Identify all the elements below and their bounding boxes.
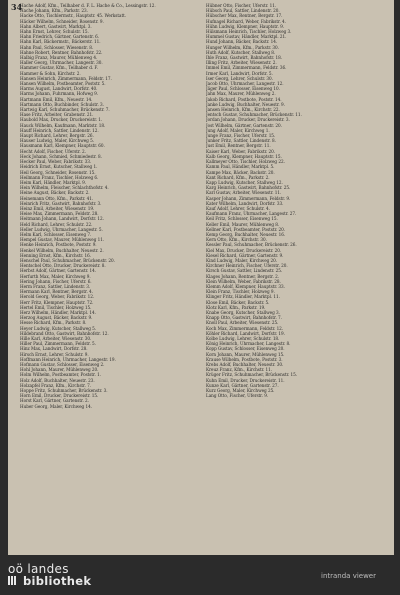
right-column [206, 3, 382, 398]
directory-entry: Klemm Adolf, Klempner, Hauptstr. 33. [206, 283, 285, 289]
directory-entry: Hahn Ernst, Lehrer, Schulstr. 15. [20, 29, 89, 35]
directory-entry: Korn Johann, Maurer, Mühlenweg 15. [206, 351, 285, 357]
directory-entry: Hammer Gustav, Kfm., Teilhaber d. F. [20, 65, 98, 71]
directory-entry: Keil Fritz, Schlosser, Eisenweg 15. [206, 216, 278, 222]
directory-entry: Janke Ludwig, Buchhalter, Neuestr. 9. [206, 101, 285, 107]
directory-entry: Kaufmann Franz, Uhrmacher, Langestr. 27. [206, 211, 297, 217]
directory-entry: Heim Karl, Händler, Marktpl. 9. [20, 179, 87, 185]
directory-entry: Klein Franz, Tischler, Holzweg 9. [206, 289, 275, 295]
directory-entry: König Heinrich, Uhrmacher, Langestr. 8. [206, 341, 291, 347]
logo-line-2 [8, 575, 91, 587]
directory-entry: Jost Wilhelm, Gärtner, Gartenstr. 20. [206, 122, 282, 128]
directory-entry: Hahne Robert, Rentner, Bahnhofstr. 22. [20, 49, 103, 55]
directory-entry: Hentschel Otto, Drucker, Druckereistr. 8. [20, 263, 106, 269]
directory-entry: Krebs Adolf, Buchhalter, Neuestr. 30. [206, 362, 284, 368]
directory-entry: Kant Richard, Kfm., Parkstr. 2. [206, 174, 270, 180]
directory-entry: Hermann Karl, Rentner, Bergstr. 4. [20, 289, 93, 295]
directory-entry: Huth Adolf, Kutscher, Stallweg 8. [206, 49, 276, 55]
directory-entry: Hertel Emil, Tischler, Holzweg 15. [20, 304, 92, 310]
directory-entry: Kirsch Gustav, Sattler, Lindenstr. 25. [206, 268, 283, 274]
directory-entry: Koch Max, Zimmermann, Feldstr. 12. [206, 325, 284, 331]
viewer-label: intranda viewer [321, 572, 376, 580]
directory-entry: Haubold Max, Drucker, Druckereistr. 1. [20, 117, 103, 123]
directory-entry: Harms August, Landwirt, Dorfstr. 40. [20, 86, 98, 92]
directory-entry: Heller Ludwig, Uhrmacher, Langestr. 5. [20, 226, 103, 232]
directory-entry: Kauf Adolf, Lehrer, Schulstr. 4. [206, 205, 270, 211]
directory-entry: Kiesel Richard, Gärtner, Gartenstr. 9. [206, 252, 284, 258]
directory-entry: Kapp Ludwig, Kutscher, Stallweg 12. [206, 179, 283, 185]
directory-entry: Hinz Max, Landwirt, Dorfstr. 28. [20, 346, 88, 352]
directory-entry: Jäger Paul, Schlosser, Eisenweg 10. [206, 86, 280, 92]
directory-entry: Hansen Wilhelm, Postbeamter, Poststr. 5. [20, 81, 106, 87]
directory-entry: Hartwig Karl, Schuhmacher, Brückenstr. 7. [20, 107, 110, 113]
directory-entry: Klinger Fritz, Händler, Marktpl. 11. [206, 294, 280, 300]
directory-entry: Hahn Paul, Schlosser, Wiesenstr. 8. [20, 44, 94, 50]
directory-entry: Kolbe Ludwig, Lehrer, Schulstr. 18. [206, 336, 280, 341]
directory-entry: Jentsch Gustav, Schuhmacher, Brückenstr. 11. [206, 112, 302, 118]
directory-entry: Kunze Karl, Gärtner, Gartenstr. 27. [206, 382, 279, 388]
library-logo[interactable] [8, 563, 91, 587]
directory-entry: Huber Georg, Maler, Kirchweg 14. [20, 403, 92, 409]
directory-entry: Junker Fritz, Sattler, Lindenstr. 8. [206, 138, 276, 144]
directory-entry: Knoll Paul, Arbeiter, Wiesenstr. 25. [206, 320, 279, 326]
directory-entry: Irmer Karl, Landwirt, Dorfstr. 5. [206, 70, 273, 76]
directory-entry: Hildebrand Otto, Gastwirt, Bahnhofstr. 12. [20, 330, 109, 336]
directory-entry: Henke Heinrich, Postbote, Poststr. 9. [20, 242, 97, 248]
directory-entry: Jansen Heinrich, Kfm., Kirchstr. 22. [206, 107, 280, 113]
directory-entry: Haupt Richard, Lehrer, Bergstr. 26. [20, 133, 94, 139]
directory-entry: Hache Adolf, Kfm., Teilhaber d. F. L. Hache & Co., Lessingstr. 12. [20, 3, 156, 8]
directory-entry: Keller Emil, Maurer, Mühlenweg 8. [206, 221, 280, 227]
bars-icon [8, 575, 20, 584]
directory-entry: Jacob Otto, Uhrmacher, Langestr. 12. [206, 81, 284, 87]
directory-entry: Hühn Ludwig, Klempner, Hauptstr. 9. [206, 23, 284, 29]
directory-entry: Krüger Fritz, Schuhmacher, Brückenstr. 15. [206, 372, 298, 378]
directory-entry: Halbig Franz, Maurer, Mühlenweg 4. [20, 55, 98, 61]
directory-entry: Köhler Richard, Landwirt, Dorfstr. 19. [206, 330, 285, 336]
directory-entry: Herfurth Max, Maler, Kirchweg 9. [20, 273, 91, 279]
directory-entry: Hiller Paul, Zimmermann, Feldstr. 5. [20, 341, 96, 347]
directory-entry: Hammer & Sohn, Kirchstr. 2. [20, 70, 81, 76]
directory-entry: Jung Adolf, Maler, Kirchweg 1. [206, 127, 270, 133]
directory-entry: Hübsch Paul, Sattler, Lindenstr. 20. [206, 8, 280, 14]
directory-entry: Held Richard, Lehrer, Schulstr. 22. [20, 221, 93, 227]
directory-entry: Herold Georg, Weber, Fabrikstr. 12. [20, 294, 95, 300]
directory-entry: Hartmann Emil, Kfm., Neuestr. 14. [20, 96, 93, 102]
directory-entry: Hofmann Gustav, Schlosser, Eisenweg 2. [20, 362, 105, 368]
directory-entry: Hacke Otto, Tischlermstr., Hauptstr. 45. Werkstatt. [20, 13, 126, 19]
directory-entry: Haller Georg, Uhrmacher, Langestr. 30. [20, 60, 103, 66]
page-number: 34 [11, 2, 23, 12]
directory-entry: Hauser Ludwig, Maler, Kirchweg 5. [20, 138, 94, 144]
directory-entry: Helm Karl, Schlosser, Eisenweg 7. [20, 231, 92, 237]
directory-entry: Kurz Georg, Maler, Kirchweg 25. [206, 388, 275, 394]
logo-line-1: oö landes [8, 562, 69, 576]
directory-entry: Hohl Johann, Maurer, Mühlenweg 20. [20, 367, 99, 373]
directory-entry: Kessler Paul, Schuhmacher, Brückenstr. 26. [206, 242, 297, 248]
directory-entry: Horst Karl, Gärtner, Gartenstr. 2. [20, 398, 89, 404]
directory-entry: Harms Johann, Fuhrmann, Hofweg 9. [20, 91, 99, 97]
directory-entry: Hempel Gustav, Maurer, Mühlenweg 11. [20, 237, 105, 243]
directory-entry: Immel Emil, Zimmermann, Feldstr. 36. [206, 65, 287, 71]
directory-entry: Iser Georg, Lehrer, Schulstr. 30. [206, 75, 273, 81]
directory-entry: Klages Johann, Rentner, Bergstr. 2. [206, 273, 279, 279]
logo-line-2-text: bibliothek [23, 574, 92, 588]
directory-entry: Kater Wilhelm, Landwirt, Dorfstr. 33. [206, 200, 284, 206]
directory-entry: Karg Heinrich, Gastwirt, Bahnhofstr. 25. [206, 185, 291, 191]
directory-entry: Kallmeyer Otto, Tischler, Holzweg 22. [206, 159, 285, 165]
directory-entry: Hauff Heinrich, Sattler, Lindenstr. 12. [20, 127, 99, 133]
directory-entry: Kemp Georg, Buchhalter, Neuestr. 16. [206, 231, 286, 237]
directory-entry: Heise Max, Zimmermann, Feldstr. 28. [20, 211, 99, 217]
directory-entry: Hummel Gustav, Händler, Marktpl. 21. [206, 34, 287, 40]
directory-entry: Heck Johann, Schmied, Schmiedestr. 8. [20, 153, 102, 159]
directory-entry: Hirsch Ernst, Lehrer, Schulstr. 9. [20, 351, 89, 357]
directory-entry: Junge Franz, Fischer, Uferstr. 15. [206, 133, 276, 139]
directory-entry: Holm Wilhelm, Postbeamter, Poststr. 1. [20, 372, 101, 378]
directory-entry: Herr Fritz, Klempner, Hauptstr. 72. [20, 299, 94, 305]
directory-entry: Hein Wilhelm, Fleischer, Schlachthofstr. 4. [20, 185, 109, 191]
directory-entry: Kasper Johann, Zimmermann, Feldstr. 9. [206, 195, 291, 201]
directory-entry: Horn Emil, Drucker, Druckereistr. 15. [20, 393, 99, 399]
directory-entry: Jakob Richard, Postbote, Poststr. 14. [206, 96, 282, 102]
directory-entry: Kopp Gustav, Schlosser, Eisenweg 20. [206, 346, 285, 352]
directory-entry: Hahn Friedrich, Gärtner, Gartenstr. 6. [20, 34, 100, 40]
directory-entry: Karl Gustav, Arbeiter, Wiesenstr. 11. [206, 190, 282, 196]
directory-entry: Kaiser Karl, Weber, Fabrikstr. 20. [206, 148, 276, 154]
directory-entry: Hille Karl, Arbeiter, Wiesenstr. 30. [20, 336, 92, 341]
directory-entry: Holzapfel Franz, Kfm., Kirchstr. 7. [20, 382, 91, 388]
directory-entry: Kampe Max, Bäcker, Backstr. 20. [206, 169, 275, 175]
directory-entry: Hache Johann, Kfm., Parkstr. 23. [20, 8, 88, 14]
directory-entry: Just Emil, Rentner, Bergstr. 11. [206, 143, 271, 149]
directory-entry: Hausmann Karl, Klempner, Hauptstr. 60. [20, 143, 105, 149]
directory-entry: Henning Ernst, Kfm., Kirchstr. 16. [20, 252, 91, 258]
directory-entry: Heyer Ludwig, Kutscher, Stallweg 5. [20, 325, 97, 331]
directory-entry: Häcker Wilhelm, Schneider, Rosenstr. 9. [20, 18, 104, 24]
directory-entry: Hoffmann Heinrich, Uhrmacher, Langestr. 19. [20, 356, 116, 362]
directory-entry: Klose Emil, Bäcker, Backstr. 5. [206, 299, 270, 305]
directory-entry: Illing Fritz, Arbeiter, Wiesenstr. 2. [206, 60, 277, 66]
directory-entry: Holz Adolf, Buchhalter, Neuestr. 23. [20, 377, 95, 383]
directory-entry: Heidrich Ernst, Kutscher, Stallweg 1. [20, 164, 98, 170]
directory-entry: Hund Johann, Bäcker, Backstr. 14. [206, 39, 278, 45]
directory-entry: Herzog August, Bäcker, Backstr. 9. [20, 315, 93, 321]
directory-entry: Kellner Karl, Postbeamter, Poststr. 20. [206, 226, 286, 232]
directory-entry: Kalb Georg, Klempner, Hauptstr. 15. [206, 153, 282, 159]
directory-entry: Jordan Johann, Drucker, Druckereistr. 3. [206, 117, 290, 123]
directory-entry: Jahn Max, Maurer, Mühlenweg 2. [206, 91, 276, 97]
directory-entry: Hecker Paul, Weber, Fabrikstr. 33. [20, 159, 92, 165]
directory-entry: Heinz Emil, Arbeiter, Wiesenstr. 19. [20, 205, 95, 211]
directory-entry: Heinemann Otto, Kfm., Parkstr. 41. [20, 195, 94, 201]
directory-entry: Lang Otto, Fischer, Uferstr. 9. [206, 393, 269, 399]
directory-entry: Henkel Wilhelm, Buchhalter, Neuestr. 2. [20, 247, 104, 253]
directory-entry: Herm Franz, Sattler, Lindenstr. 3. [20, 283, 91, 289]
scanned-page [8, 0, 394, 555]
directory-entry: Henschel Paul, Schuhmacher, Brückenstr. 20. [20, 257, 115, 263]
directory-entry: Heine August, Bäcker, Backstr. 2. [20, 190, 90, 196]
directory-entry: Hufnagel Richard, Weber, Fabrikstr. 4. [206, 18, 286, 24]
directory-entry: Hahn Albert, Gastwirt, Marktpl. 3. [20, 23, 92, 29]
directory-entry: Hering Johann, Fischer, Uferstr. 6. [20, 278, 92, 284]
directory-entry: Klein Wilhelm, Weber, Fabrikstr. 28. [206, 278, 281, 284]
directory-entry: Hübscher Max, Rentner, Bergstr. 17. [206, 13, 283, 19]
left-column [20, 3, 196, 409]
directory-entry: Kuhn Emil, Drucker, Druckereistr. 11. [206, 377, 285, 383]
directory-entry: Hübner Otto, Fischer, Uferstr. 11. [206, 3, 277, 8]
directory-entry: Kirchner Heinrich, Fischer, Uferstr. 20. [206, 263, 288, 269]
directory-entry: Knabe Georg, Kutscher, Stallweg 3. [206, 309, 280, 315]
directory-entry: Hesse Richard, Kfm., Parkstr. 8. [20, 320, 87, 326]
directory-entry: Herz Wilhelm, Händler, Marktpl. 14. [20, 309, 96, 315]
directory-entry: Kamm Paul, Händler, Marktpl. 5. [206, 164, 275, 170]
directory-entry: Heilmann Franz, Tischler, Holzweg 6. [20, 174, 99, 180]
directory-entry: Klotz Karl, Kfm., Parkstr. 19. [206, 304, 266, 310]
directory-entry: Kind Ludwig, Maler, Kirchweg 20. [206, 257, 278, 263]
directory-entry: Hoppe Fritz, Schuhmacher, Brückenstr. 3. [20, 388, 108, 394]
directory-entry: Hülsmann Heinrich, Tischler, Holzweg 3. [206, 29, 292, 35]
directory-entry: Heil Georg, Schneider, Rosenstr. 15. [20, 169, 96, 175]
directory-entry: Hase Fritz, Arbeiter, Grabenstr. 21. [20, 112, 94, 118]
directory-entry: Hauck Wilhelm, Kaufmann, Marktstr. 18. [20, 122, 106, 128]
directory-entry: Hartmann Otto, Buchbinder, Schulstr. 3. [20, 101, 104, 107]
directory-entry: Kiel Max, Drucker, Druckereistr. 20. [206, 247, 282, 253]
directory-entry: Hunger Wilhelm, Kfm., Parkstr. 30. [206, 44, 279, 50]
directory-entry: Ihle Franz, Gastwirt, Bahnhofstr. 18. [206, 55, 282, 61]
directory-entry: Hecht Adolf, Fischer, Uferstr. 2. [20, 148, 86, 154]
directory-entry: Hansen Heinrich, Zimmermann, Feldstr. 17. [20, 75, 112, 81]
directory-entry: Herbst Adolf, Gärtner, Gartenstr. 14. [20, 268, 97, 274]
directory-entry: Heinrich Fritz, Gastwirt, Bahnhofstr. 3. [20, 200, 102, 206]
directory-entry: Knapp Otto, Gastwirt, Bahnhofstr. 7. [206, 315, 282, 321]
directory-entry: Hahn Karl, Bäckermstr., Bäckerstr. 11. [20, 39, 101, 45]
directory-entry: Kern Otto, Kfm., Kirchstr. 30. [206, 237, 267, 243]
directory-entry: Krause Wilhelm, Postbote, Poststr. 3. [206, 356, 283, 362]
directory-entry: Heitmann Johann, Landwirt, Dorfstr. 12. [20, 216, 104, 222]
directory-entry: Kreuz Franz, Kfm., Kirchstr. 11. [206, 367, 273, 373]
